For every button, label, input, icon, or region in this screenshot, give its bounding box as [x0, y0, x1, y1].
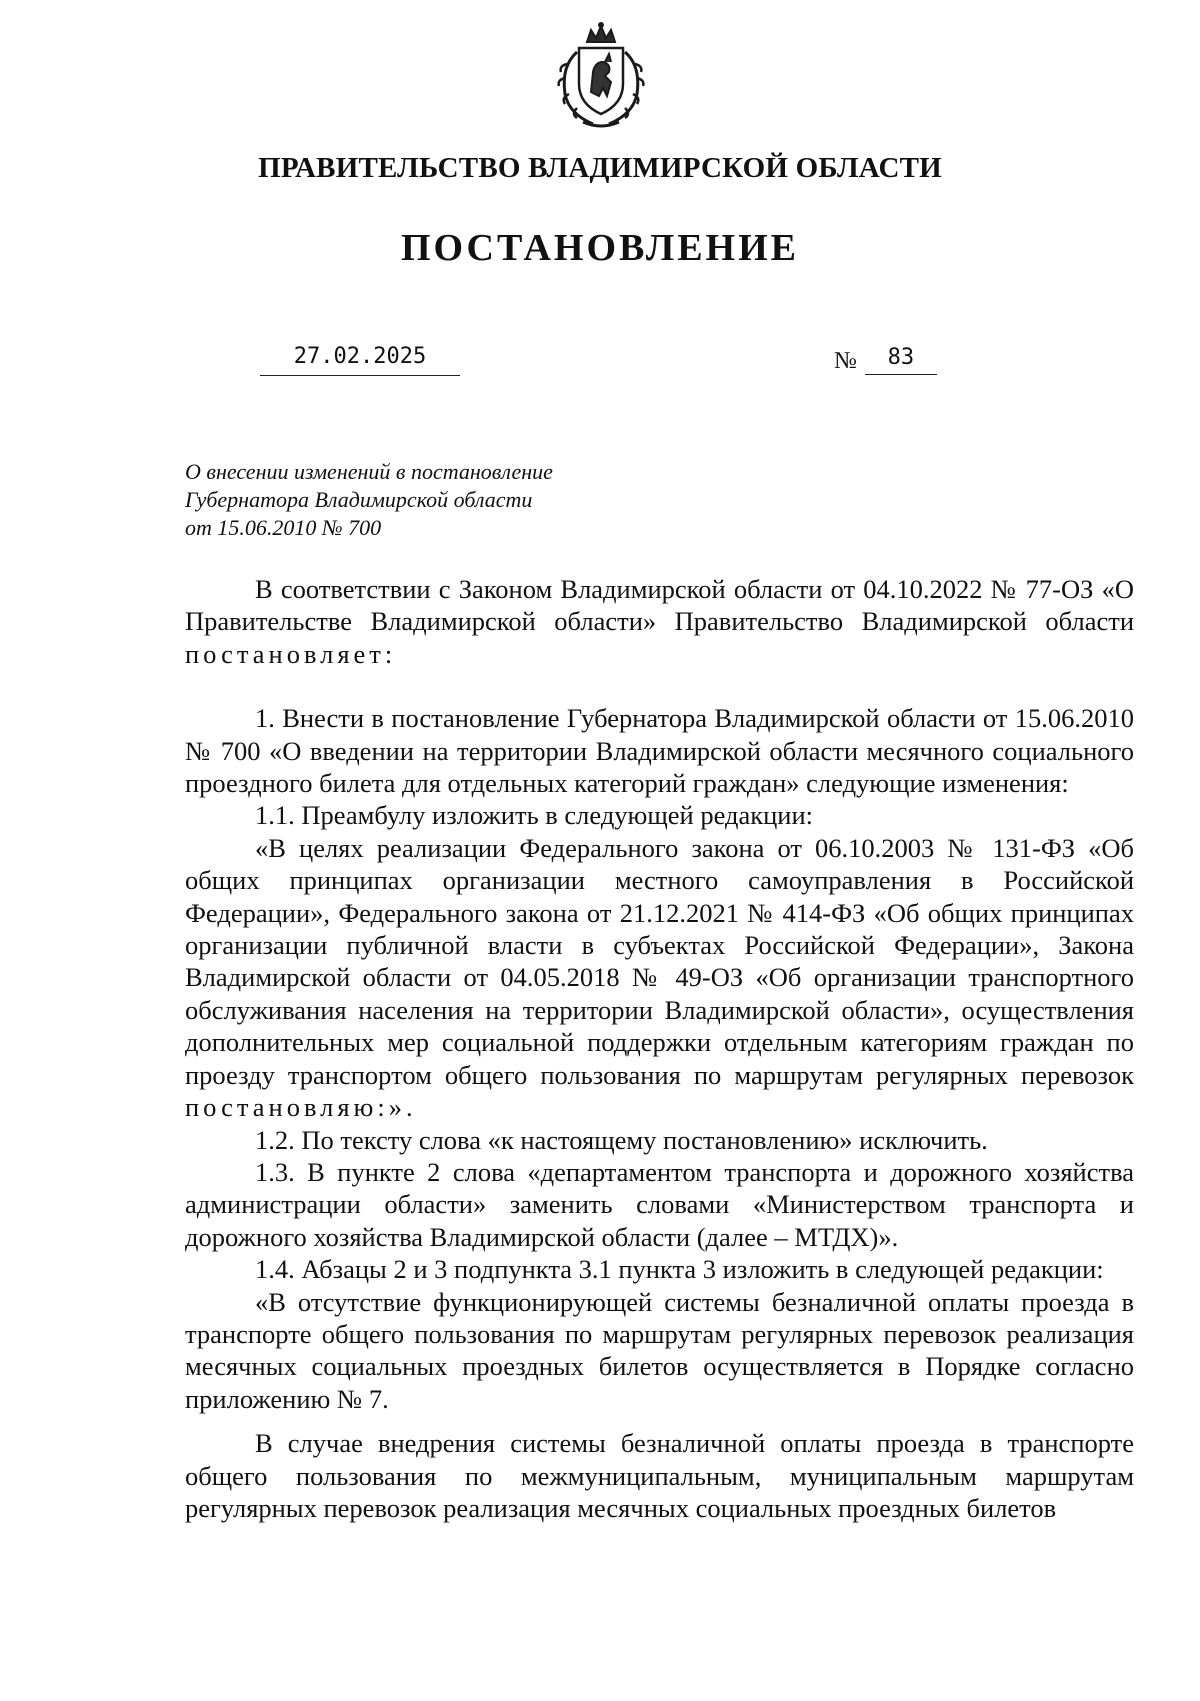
clause-1-2: 1.2. По тексту слова «к настоящему постановлению» исключить. — [255, 1124, 988, 1155]
clause-1-3: 1.3. В пункте 2 слова «департаментом транспорта и дорожного хозяйства администрации области» заменить словами «Министерством транспорта и дорожного хозяйства Владимирской области (далее – МТДХ)». — [185, 1156, 1134, 1252]
quote-decree-word: постановляю:». — [185, 1092, 417, 1123]
preamble-text: В соответствии с Законом Владимирской области от 04.10.2022 № 77-ОЗ «О Правительстве Владимирской области» Правительство Владимирской области — [185, 574, 1134, 637]
clause-1-1-quote — [185, 832, 1134, 1124]
clause-1-4: 1.4. Абзацы 2 и 3 подпункта 3.1 пункта 3 изложить в следующей редакции: — [255, 1254, 1104, 1285]
clause-1-4-quote-2: В случае внедрения системы безналичной оплаты проезда в транспорте общего пользования по межмуниципальным, муниципальным маршрутам регулярных перевозок реализация месячных социальных проездных билетов — [185, 1428, 1134, 1523]
clause-1-4-quote: «В отсутствие функционирующей системы безналичной оплаты проезда в транспорте общего пользования по маршрутам регулярных перевозок реализация месячных социальных проездных билетов осуществляется в Порядке согласно приложению № 7. — [185, 1286, 1134, 1414]
document-type-title: ПОСТАНОВЛЕНИЕ — [400, 227, 800, 269]
document-number: 83 — [865, 345, 937, 375]
organization-title: ПРАВИТЕЛЬСТВО ВЛАДИМИРСКОЙ ОБЛАСТИ — [258, 152, 942, 184]
preamble-decree-word: постановляет: — [185, 638, 397, 669]
subject-line: О внесении изменений в постановление — [185, 459, 553, 484]
number-sign: № — [834, 348, 857, 374]
document-date: 27.02.2025 — [260, 344, 460, 376]
subject-line: Губернатора Владимирской области — [185, 487, 533, 512]
document-subject — [185, 458, 553, 542]
document-number-block — [834, 345, 937, 375]
subject-line: от 15.06.2010 № 700 — [185, 515, 382, 540]
document-body — [185, 573, 1134, 1524]
preamble-paragraph — [185, 573, 1134, 670]
clause-1-1: 1.1. Преамбулу изложить в следующей редакции: — [255, 800, 814, 831]
clause-1: 1. Внести в постановление Губернатора Владимирской области от 15.06.2010 № 700 «О введении на территории Владимирской области месячного социального проездного билета для отдельных категорий граждан» следующие изменения: — [185, 703, 1134, 799]
vladimir-region-coat-of-arms-icon — [553, 22, 649, 132]
quote-text: «В целях реализации Федерального закона от 06.10.2003 № 131-ФЗ «Об общих принципах организации местного самоуправления в Российской Федерации», Федерального закона от 21.12.2021 № 414-ФЗ «Об общих принципах организации публичной власти в субъектах Российской Федерации», Закона Владимирской области от 04.05.2018 № 49-ОЗ «Об организации транспортного обслуживания населения на территории Владимирской области», осуществления дополнительных мер социальной поддержки отдельным категориям граждан по проезду транспортом общего пользования по маршрутам регулярных перевозок — [185, 832, 1134, 1090]
